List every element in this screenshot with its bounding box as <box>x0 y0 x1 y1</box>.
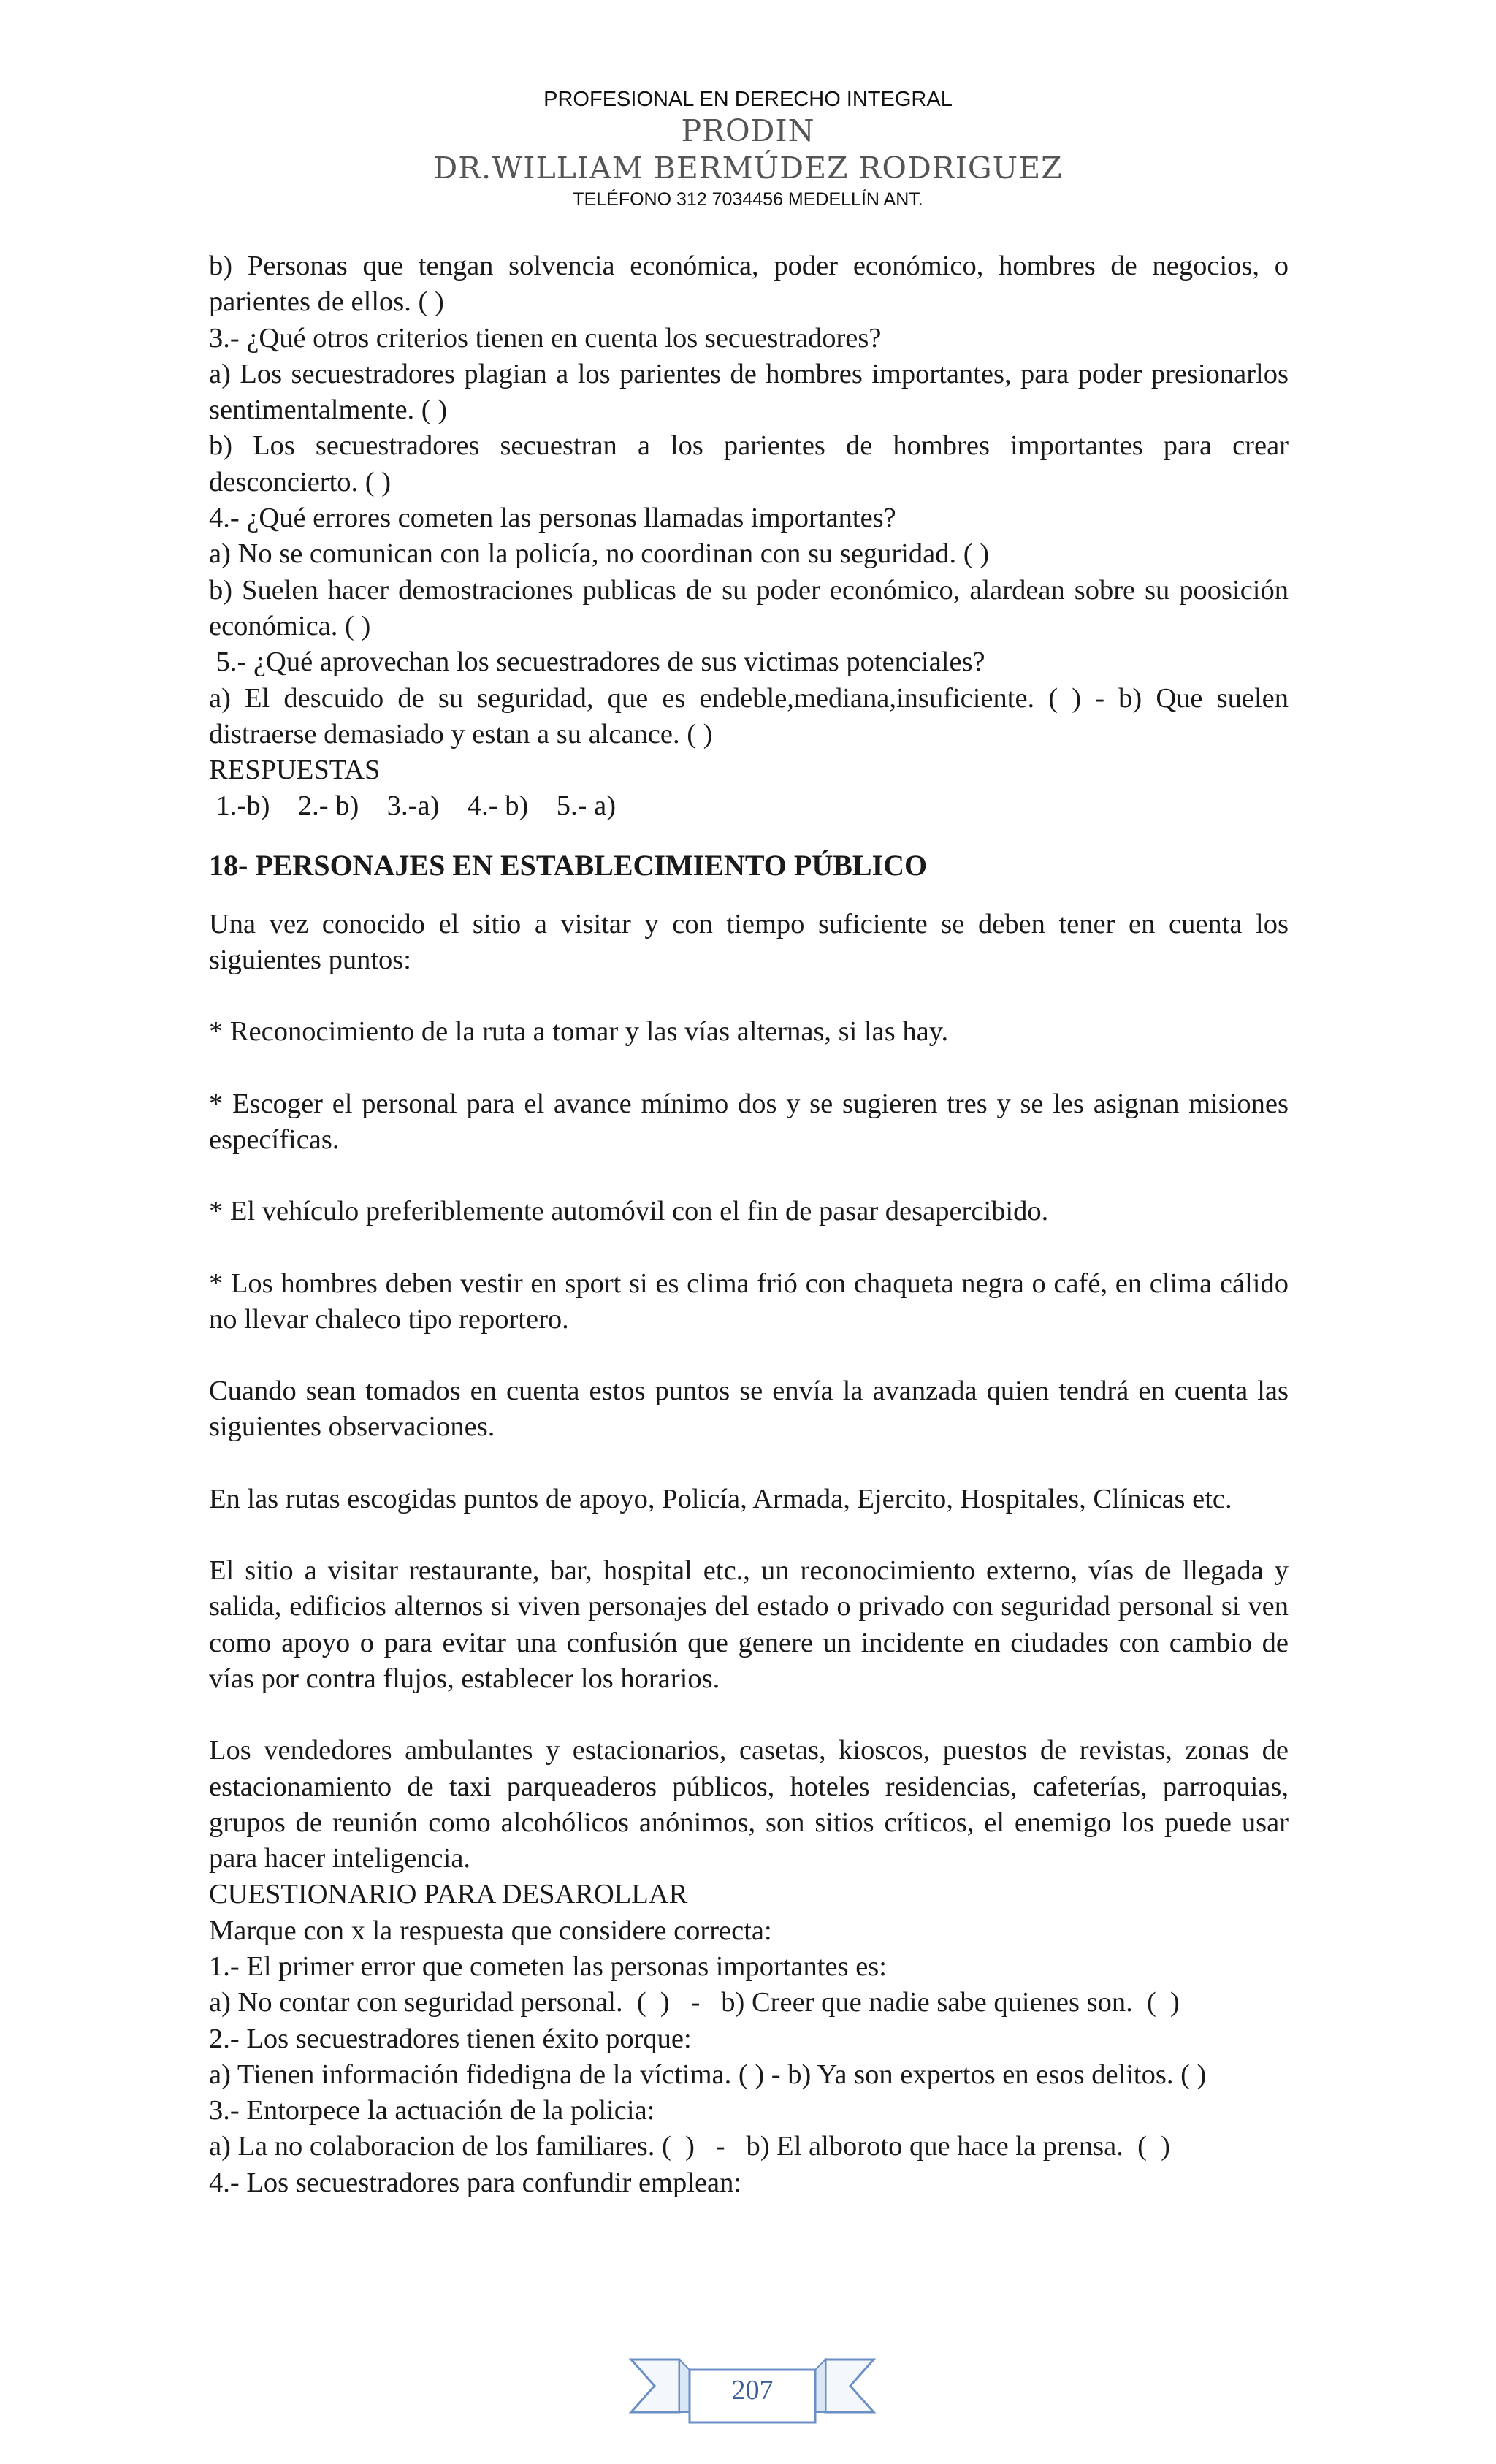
question: 4.- Los secuestradores para confundir emplean: <box>209 2167 742 2198</box>
bullet-item: * El vehículo preferiblemente automóvil con el fin de pasar desapercibido. <box>209 1196 1049 1227</box>
question: 1.- El primer error que cometen las personas importantes es: <box>209 1950 887 1982</box>
paragraph: a) No se comunican con la policía, no coordinan con su seguridad. ( ) <box>209 538 990 570</box>
bullet-item: * Los hombres deben vestir en sport si es clima frió con chaqueta negra o café, en clima cálido no llevar chaleco tipo reportero. <box>209 1267 1289 1335</box>
paragraph: b) Personas que tengan solvencia económica, poder económico, hombres de negocios, o parientes de ellos. ( ) <box>209 251 1289 318</box>
question: 2.- Los secuestradores tienen éxito porque: <box>209 2023 692 2054</box>
header-profession: PROFESIONAL EN DERECHO INTEGRAL <box>543 88 953 111</box>
paragraph: b) Suelen hacer demostraciones publicas de su poder económico, alardean sobre su poosición económica. ( ) <box>209 574 1289 641</box>
header-phone: TELÉFONO 312 7034456 MEDELLÍN ANT. <box>573 189 923 210</box>
bullet-item: * Escoger el personal para el avance mínimo dos y se sugieren tres y se les asignan misiones específicas. <box>209 1088 1289 1155</box>
question: 3.- ¿Qué otros criterios tienen en cuenta los secuestradores? <box>209 322 882 354</box>
paragraph: El sitio a visitar restaurante, bar, hospital etc., un reconocimiento externo, vías de llegada y salida, edificios alternos si viven personajes del estado o privado con seguridad personal si ven como apoyo o para evitar una confusión que genere un incidente en ciudades con cambio de vías por contra flujos, establecer los horarios. <box>209 1555 1289 1694</box>
answers-list: 1.-b) 2.- b) 3.-a) 4.- b) 5.- a) <box>209 790 617 822</box>
paragraph: a) Tienen información fidedigna de la víctima. ( ) - b) Ya son expertos en esos delitos. ( ) <box>209 2059 1207 2090</box>
header-brand: PRODIN <box>681 113 815 148</box>
page-header <box>0 86 1496 212</box>
question: 3.- Entorpece la actuación de la policia: <box>209 2095 655 2127</box>
answers-label: RESPUESTAS <box>209 755 381 786</box>
instruction: Marque con x la respuesta que considere correcta: <box>209 1915 772 1946</box>
header-author: DR.WILLIAM BERMÚDEZ RODRIGUEZ <box>433 150 1063 186</box>
questionnaire-title: CUESTIONARIO PARA DESAROLLAR <box>209 1879 688 1910</box>
paragraph: a) La no colaboracion de los familiares. ( ) - b) El alboroto que hace la prensa. ( ) <box>209 2131 1170 2162</box>
question: 5.- ¿Qué aprovechan los secuestradores de sus victimas potenciales? <box>209 646 985 678</box>
page-footer <box>628 2345 877 2425</box>
paragraph: Cuando sean tomados en cuenta estos puntos se envía la avanzada quien tendrá en cuenta las siguientes observaciones. <box>209 1376 1289 1443</box>
page-number: 207 <box>731 2375 774 2406</box>
paragraph: b) Los secuestradores secuestran a los parientes de hombres importantes para crear desconcierto. ( ) <box>209 430 1289 497</box>
paragraph: a) El descuido de su seguridad, que es endeble,mediana,insuficiente. ( ) - b) Que suelen distraerse demasiado y estan a su alcance. ( ) <box>209 682 1289 750</box>
bullet-item: * Reconocimiento de la ruta a tomar y las vías alternas, si las hay. <box>209 1016 949 1048</box>
paragraph: a) No contar con seguridad personal. ( ) - b) Creer que nadie sabe quienes son. ( ) <box>209 1987 1180 2018</box>
document-body <box>209 248 1289 2201</box>
paragraph: a) Los secuestradores plagian a los parientes de hombres importantes, para poder presionarlos sentimentalmente. ( ) <box>209 358 1289 426</box>
paragraph: Los vendedores ambulantes y estacionarios, casetas, kioscos, puestos de revistas, zonas de estacionamiento de taxi parqueaderos públicos, hoteles residencias, cafeterías, parroquias, grupos de reunión como alcohólicos anónimos, son sitios críticos, el enemigo los puede usar para hacer inteligencia. <box>209 1735 1289 1874</box>
section-heading: 18- PERSONAJES EN ESTABLECIMIENTO PÚBLICO <box>209 848 928 882</box>
paragraph: En las rutas escogidas puntos de apoyo, Policía, Armada, Ejercito, Hospitales, Clínicas etc. <box>209 1483 1232 1514</box>
question: 4.- ¿Qué errores cometen las personas llamadas importantes? <box>209 503 896 534</box>
paragraph: Una vez conocido el sitio a visitar y con tiempo suficiente se deben tener en cuenta los siguientes puntos: <box>209 908 1289 976</box>
